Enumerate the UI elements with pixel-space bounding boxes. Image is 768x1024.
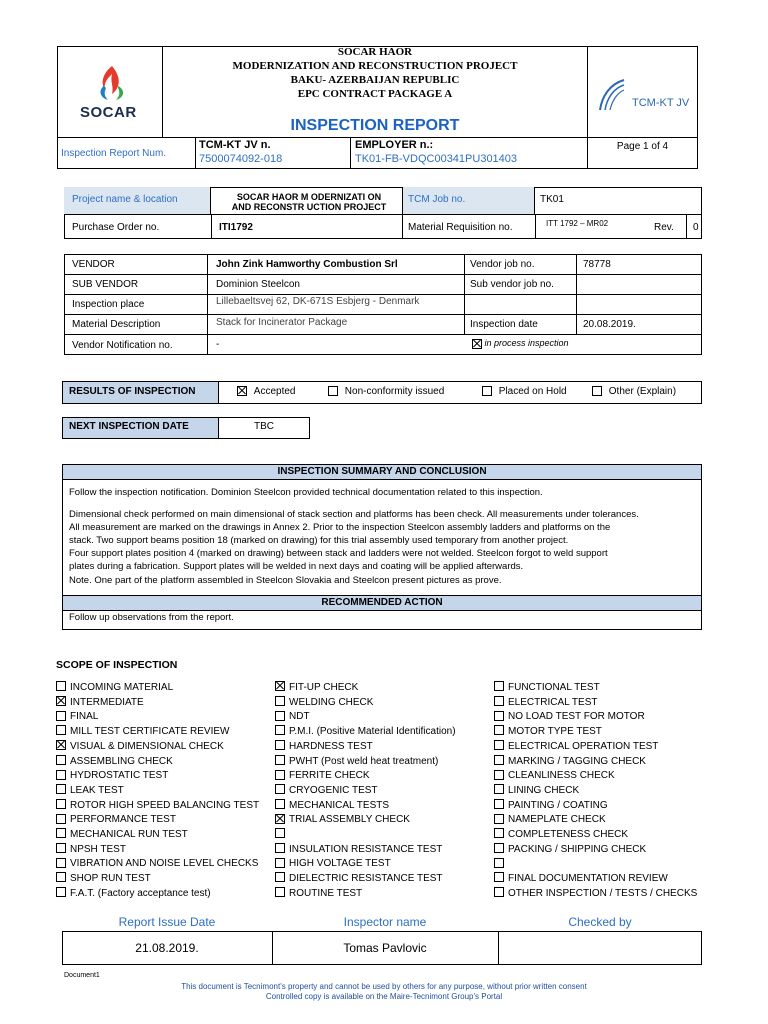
- footer-line-1: This document is Tecnimont's property and cannot be used by others for any purpose, without prior written consent: [181, 982, 587, 991]
- nonconformity-label: Non-conformity issued: [344, 386, 445, 397]
- scope-label: ELECTRICAL TEST: [508, 696, 598, 708]
- tcm-logo-text: TCM-KT JV: [632, 97, 690, 109]
- material-label: Material Description: [72, 319, 161, 330]
- project-line-1: SOCAR HAOR: [337, 46, 413, 58]
- vendor-h-3: [64, 314, 702, 315]
- scope-label: P.M.I. (Positive Material Identification): [289, 726, 456, 738]
- scope-label: FINAL DOCUMENTATION REVIEW: [508, 873, 668, 885]
- scope-item[interactable]: [56, 755, 173, 768]
- recommended-title: RECOMMENDED ACTION: [321, 597, 443, 608]
- result-on-hold[interactable]: [482, 386, 567, 397]
- scope-item[interactable]: [275, 681, 358, 694]
- scope-label: MECHANICAL RUN TEST: [70, 829, 188, 840]
- scope-label: CRYOGENIC TEST: [289, 784, 378, 796]
- report-num-label: Inspection Report Num.: [61, 148, 167, 159]
- scope-item[interactable]: [494, 828, 628, 841]
- scope-checkbox[interactable]: [275, 843, 285, 853]
- inspection-date-value: 20.08.2019.: [583, 319, 636, 330]
- scope-label: F.A.T. (Factory acceptance test): [70, 887, 211, 899]
- scope-checkbox[interactable]: [494, 799, 504, 809]
- summary-p2-line3: stack. Two support beams position 18 (marked on drawing) for this trial assembly used temporary from another project.: [69, 535, 569, 546]
- scope-label: CLEANLINESS CHECK: [508, 770, 615, 782]
- scope-item[interactable]: [56, 784, 124, 797]
- vendor-label: VENDOR: [72, 259, 115, 270]
- result-accepted[interactable]: [237, 386, 295, 397]
- mr-value: ITT 1792 – MR02: [546, 219, 609, 228]
- scope-checkbox[interactable]: [494, 784, 504, 794]
- scope-label: DIELECTRIC RESISTANCE TEST: [289, 873, 443, 885]
- scope-checkbox[interactable]: [275, 696, 285, 706]
- scope-checkbox[interactable]: [56, 725, 66, 735]
- scope-label: ASSEMBLING CHECK: [70, 755, 173, 767]
- report-num-divider-2: [350, 137, 351, 169]
- scope-item[interactable]: [56, 696, 144, 709]
- scope-checkbox[interactable]: [494, 814, 504, 824]
- checked-by-label: Checked by: [568, 915, 632, 929]
- scope-item[interactable]: [56, 725, 229, 738]
- header-logo-divider-right: [587, 46, 588, 137]
- project-line-4: EPC CONTRACT PACKAGE A: [297, 88, 453, 100]
- in-process-checkbox[interactable]: [472, 339, 482, 349]
- nonconformity-checkbox[interactable]: [328, 386, 338, 396]
- scope-item[interactable]: [56, 681, 173, 694]
- summary-title: INSPECTION SUMMARY AND CONCLUSION: [277, 466, 487, 477]
- scope-checkbox[interactable]: [494, 725, 504, 735]
- scope-checkbox[interactable]: [275, 814, 285, 824]
- scope-checkbox[interactable]: [275, 858, 285, 868]
- scope-label: MILL TEST CERTIFICATE REVIEW: [70, 726, 230, 738]
- sub-vendor-value: Dominion Steelcon: [216, 279, 300, 290]
- scope-checkbox[interactable]: [494, 681, 504, 691]
- project-h-divider: [64, 214, 702, 215]
- on-hold-label: Placed on Hold: [498, 386, 567, 397]
- scope-checkbox[interactable]: [275, 799, 285, 809]
- scope-label: COMPLETENESS CHECK: [508, 829, 629, 840]
- scope-label: SHOP RUN TEST: [70, 873, 151, 885]
- scope-checkbox[interactable]: [494, 696, 504, 706]
- scope-label: VISUAL & DIMENSIONAL CHECK: [70, 740, 224, 752]
- accepted-label: Accepted: [253, 386, 296, 397]
- vendor-job-value: 78778: [583, 259, 611, 270]
- scope-item[interactable]: [494, 755, 646, 768]
- socar-logo-text: SOCAR: [80, 104, 137, 121]
- scope-item[interactable]: [56, 887, 211, 900]
- scope-checkbox[interactable]: [275, 828, 285, 838]
- scope-label: INSULATION RESISTANCE TEST: [289, 843, 443, 855]
- scope-label: MARKING / TAGGING CHECK: [508, 755, 646, 767]
- summary-p2-line4: Four support plates position 4 (marked on drawing) between stack and ladders were not welded. Steelcon forgot to weld support: [69, 548, 608, 559]
- scope-item[interactable]: [275, 725, 456, 738]
- scope-label: LINING CHECK: [508, 784, 580, 796]
- employer-label: EMPLOYER n.:: [355, 139, 434, 151]
- scope-label: HIGH VOLTAGE TEST: [289, 858, 391, 870]
- inspection-place-value: Lillebaeltsvej 62, DK-671S Esbjerg - Denmark: [216, 296, 420, 307]
- project-name-value-1: SOCAR HAOR M ODERNIZATI ON: [236, 192, 382, 202]
- project-name-label: Project name & location: [72, 194, 178, 205]
- scope-item[interactable]: [494, 799, 608, 812]
- scope-item[interactable]: [494, 857, 508, 870]
- scope-checkbox[interactable]: [494, 770, 504, 780]
- po-label: Purchase Order no.: [72, 222, 160, 233]
- scope-item[interactable]: [494, 681, 600, 694]
- scope-checkbox[interactable]: [56, 843, 66, 853]
- report-title: INSPECTION REPORT: [290, 117, 460, 134]
- scope-label: NPSH TEST: [70, 843, 126, 855]
- vendor-h-4: [64, 334, 702, 335]
- in-process-inspection[interactable]: [472, 338, 569, 349]
- vendor-notification-value: -: [216, 339, 220, 350]
- scope-label: TRIAL ASSEMBLY CHECK: [289, 814, 410, 826]
- project-line-3: BAKU- AZERBAIJAN REPUBLIC: [290, 74, 460, 86]
- socar-logo: [70, 64, 154, 124]
- scope-checkbox[interactable]: [275, 725, 285, 735]
- scope-item[interactable]: [494, 872, 668, 885]
- employer-value: TK01-FB-VDQC00341PU301403: [355, 153, 518, 165]
- scope-item[interactable]: [494, 769, 615, 782]
- inspector-value: Tomas Pavlovic: [343, 941, 427, 955]
- scope-item[interactable]: [56, 740, 224, 753]
- scope-checkbox[interactable]: [494, 872, 504, 882]
- scope-item[interactable]: [275, 857, 391, 870]
- scope-item[interactable]: [275, 784, 378, 797]
- scope-label: OTHER INSPECTION / TESTS / CHECKS: [508, 887, 698, 899]
- project-v-divider-2: [535, 214, 536, 239]
- scope-checkbox[interactable]: [56, 681, 66, 691]
- scope-item[interactable]: [275, 843, 442, 856]
- tcm-arc-icon: [596, 78, 626, 112]
- in-process-label: in process inspection: [484, 338, 569, 348]
- scope-label: FIT-UP CHECK: [289, 682, 359, 693]
- next-inspection-value: TBC: [254, 421, 274, 432]
- project-line-2: MODERNIZATION AND RECONSTRUCTION PROJECT: [232, 60, 518, 72]
- scope-item[interactable]: [275, 755, 438, 768]
- scope-label: VIBRATION AND NOISE LEVEL CHECKS: [70, 858, 259, 870]
- vendor-job-label: Vendor job no.: [470, 259, 535, 270]
- scope-checkbox[interactable]: [494, 887, 504, 897]
- scope-item[interactable]: [494, 725, 602, 738]
- vendor-h-2: [64, 294, 702, 295]
- scope-item[interactable]: [494, 843, 646, 856]
- scope-label: PACKING / SHIPPING CHECK: [508, 843, 647, 855]
- scope-checkbox[interactable]: [56, 711, 66, 721]
- scope-label: NO LOAD TEST FOR MOTOR: [508, 711, 645, 723]
- document-id: Document1: [64, 972, 100, 979]
- scope-item[interactable]: [275, 710, 310, 723]
- accepted-checkbox[interactable]: [237, 386, 247, 396]
- project-v-divider-3: [686, 214, 687, 239]
- scope-checkbox[interactable]: [56, 858, 66, 868]
- project-name-value-2: AND RECONSTR UCTION PROJECT: [231, 202, 387, 212]
- scope-checkbox[interactable]: [275, 755, 285, 765]
- scope-label: LEAK TEST: [70, 784, 124, 796]
- scope-label: HYDROSTATIC TEST: [70, 770, 169, 782]
- scope-item[interactable]: [56, 857, 258, 870]
- scope-item[interactable]: [494, 813, 606, 826]
- tcm-job-label: TCM Job no.: [408, 194, 466, 205]
- other-checkbox[interactable]: [592, 386, 602, 396]
- summary-p2-line2: All measurement are marked on the drawings in Annex 2. Prior to the inspection Steelcon assembly ladders and platforms on the: [69, 522, 611, 533]
- scope-label: PERFORMANCE TEST: [70, 814, 176, 826]
- scope-checkbox[interactable]: [494, 858, 504, 868]
- scope-item[interactable]: [494, 710, 645, 723]
- scope-label: FUNCTIONAL TEST: [508, 682, 600, 693]
- scope-checkbox[interactable]: [275, 740, 285, 750]
- inspection-place-label: Inspection place: [72, 299, 145, 310]
- scope-label: HARDNESS TEST: [289, 740, 373, 752]
- scope-label: ROTOR HIGH SPEED BALANCING TEST: [70, 799, 260, 811]
- summary-p1: Follow the inspection notification. Dominion Steelcon provided technical documentation related to this inspection.: [69, 487, 543, 498]
- project-v-divider-0: [211, 214, 212, 239]
- scope-item[interactable]: [275, 799, 389, 812]
- scope-item[interactable]: [56, 710, 98, 723]
- scope-label: INCOMING MATERIAL: [70, 682, 174, 693]
- summary-p2-line5: plates during a fabrication. Support plates will be welded in next days and coating will be applied afterwards.: [69, 561, 524, 572]
- scope-item[interactable]: [275, 828, 289, 841]
- scope-item[interactable]: [56, 872, 151, 885]
- socar-flame-icon: [92, 64, 132, 102]
- on-hold-checkbox[interactable]: [482, 386, 492, 396]
- tcm-job-value: TK01: [540, 194, 564, 205]
- inspection-date-label: Inspection date: [470, 319, 538, 330]
- scope-checkbox[interactable]: [56, 755, 66, 765]
- header-row-divider: [57, 137, 698, 138]
- scope-label: PAINTING / COATING: [508, 799, 608, 811]
- scope-label: ROUTINE TEST: [289, 887, 363, 899]
- scope-item[interactable]: [275, 696, 373, 709]
- scope-checkbox[interactable]: [275, 887, 285, 897]
- scope-checkbox[interactable]: [494, 711, 504, 721]
- scope-checkbox[interactable]: [56, 784, 66, 794]
- report-num-divider-1: [195, 137, 196, 169]
- scope-checkbox[interactable]: [56, 770, 66, 780]
- scope-item[interactable]: [494, 740, 658, 753]
- scope-item[interactable]: [275, 887, 362, 900]
- tcm-label: TCM-KT JV n.: [199, 139, 271, 151]
- scope-item[interactable]: [275, 740, 373, 753]
- footer-line-2: Controlled copy is available on the Maire-Tecnimont Group's Portal: [265, 992, 503, 1001]
- page-number: Page 1 of 4: [616, 141, 669, 152]
- rev-label: Rev.: [654, 222, 674, 233]
- scope-checkbox[interactable]: [494, 843, 504, 853]
- scope-checkbox[interactable]: [56, 872, 66, 882]
- scope-label: PWHT (Post weld heat treatment): [289, 755, 439, 767]
- rev-value: 0: [693, 222, 699, 233]
- scope-title: SCOPE OF INSPECTION: [56, 659, 178, 671]
- scope-label: NAMEPLATE CHECK: [508, 814, 606, 826]
- scope-label: MOTOR TYPE TEST: [508, 726, 602, 738]
- results-label: RESULTS OF INSPECTION: [69, 386, 196, 397]
- scope-checkbox[interactable]: [56, 828, 66, 838]
- scope-checkbox[interactable]: [275, 681, 285, 691]
- next-inspection-label: NEXT INSPECTION DATE: [69, 421, 189, 432]
- tcm-value: 7500074092-018: [199, 153, 283, 165]
- scope-checkbox[interactable]: [56, 799, 66, 809]
- issue-date-label: Report Issue Date: [118, 915, 216, 929]
- mr-label: Material Requisition no.: [408, 222, 513, 233]
- scope-item[interactable]: [275, 813, 410, 826]
- scope-checkbox[interactable]: [275, 711, 285, 721]
- scope-checkbox[interactable]: [56, 887, 66, 897]
- scope-checkbox[interactable]: [494, 755, 504, 765]
- scope-label: NDT: [289, 711, 310, 723]
- scope-checkbox[interactable]: [494, 828, 504, 838]
- po-value: ITI1792: [219, 222, 253, 233]
- vendor-v-divider-1: [207, 254, 208, 355]
- summary-p2-line6: Note. One part of the platform assembled in Steelcon Slovakia and Steelcon present pictures as prove.: [69, 575, 502, 586]
- summary-p2-line1: Dimensional check performed on main dimensional of stack section and platforms has been check. All measurements under tolerances.: [69, 509, 639, 520]
- scope-label: MECHANICAL TESTS: [289, 799, 390, 811]
- result-nonconformity[interactable]: [328, 386, 444, 397]
- material-value: Stack for Incinerator Package: [216, 317, 348, 328]
- scope-item[interactable]: [275, 872, 443, 885]
- scope-item[interactable]: [56, 769, 168, 782]
- vendor-h-1: [64, 274, 702, 275]
- scope-checkbox[interactable]: [275, 770, 285, 780]
- scope-label: FINAL: [70, 711, 99, 723]
- scope-checkbox[interactable]: [275, 872, 285, 882]
- scope-checkbox[interactable]: [275, 784, 285, 794]
- scope-label: ELECTRICAL OPERATION TEST: [508, 740, 659, 752]
- scope-label: WELDING CHECK: [289, 696, 374, 708]
- scope-item[interactable]: [56, 828, 188, 841]
- scope-item[interactable]: [56, 799, 259, 812]
- scope-label: INTERMEDIATE: [70, 696, 144, 708]
- scope-item[interactable]: [275, 769, 370, 782]
- scope-checkbox[interactable]: [56, 740, 66, 750]
- scope-item[interactable]: [494, 696, 597, 709]
- tcm-logo: [594, 78, 694, 118]
- scope-item[interactable]: [56, 813, 176, 826]
- scope-label: FERRITE CHECK: [289, 770, 370, 782]
- signoff-divider-2: [498, 931, 499, 965]
- vendor-notification-label: Vendor Notification no.: [72, 340, 173, 351]
- inspector-label: Inspector name: [343, 915, 427, 929]
- issue-date-value: 21.08.2019.: [135, 941, 199, 955]
- scope-item[interactable]: [494, 784, 579, 797]
- other-label: Other (Explain): [608, 386, 677, 397]
- scope-checkbox[interactable]: [494, 740, 504, 750]
- result-other[interactable]: [592, 386, 676, 397]
- scope-checkbox[interactable]: [56, 696, 66, 706]
- scope-item[interactable]: [494, 887, 697, 900]
- sub-vendor-job-label: Sub vendor job no.: [470, 279, 554, 290]
- scope-checkbox[interactable]: [56, 814, 66, 824]
- vendor-value: John Zink Hamworthy Combustion Srl: [216, 259, 398, 270]
- scope-item[interactable]: [56, 843, 126, 856]
- recommended-text: Follow up observations from the report.: [69, 612, 234, 623]
- sub-vendor-label: SUB VENDOR: [72, 279, 139, 290]
